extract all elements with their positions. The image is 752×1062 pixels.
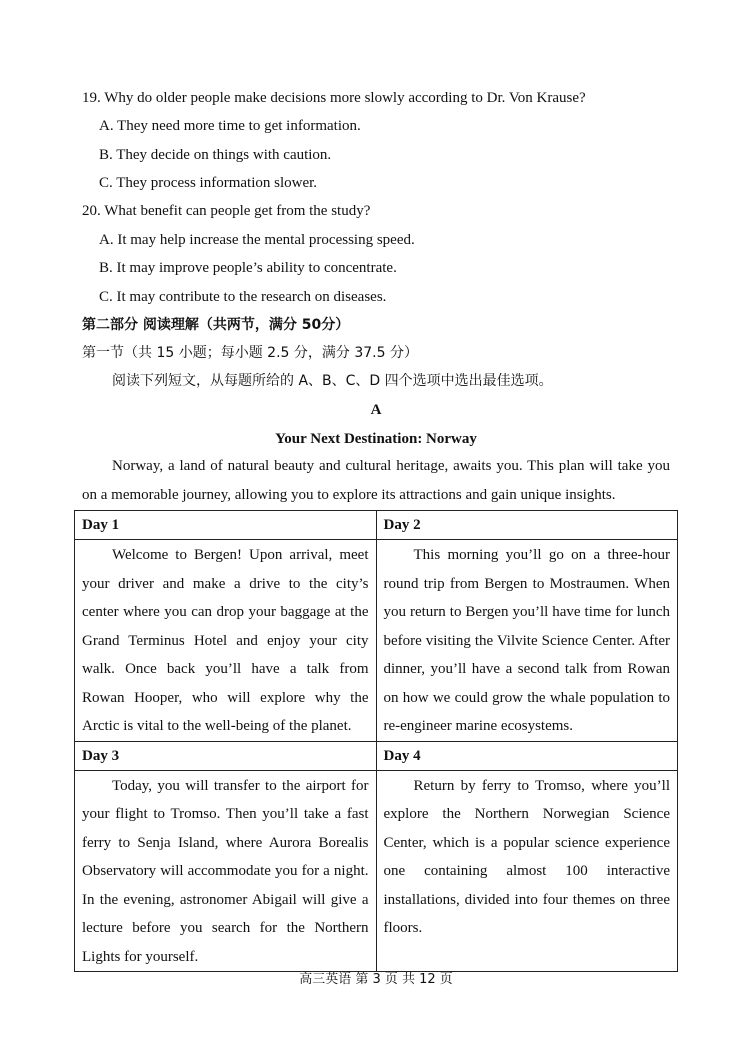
day-4-text: Return by ferry to Tromso, where you’ll explore the Northern Norwegian Science Center, which is a popular science experience one containing almost 100 interactive installations, divided into four themes on three floors. xyxy=(383,777,670,936)
passage-label: A xyxy=(370,402,382,418)
section-subsection: 第一节（共 15 小题；每小题 2.5 分，满分 37.5 分） xyxy=(82,345,418,361)
question-20-stem: 20. What benefit can people get from the study? xyxy=(82,203,371,219)
question-20-option-a: A. It may help increase the mental processing speed. xyxy=(99,232,415,248)
itinerary-table xyxy=(74,510,678,972)
question-19-option-c: C. They process information slower. xyxy=(99,175,318,191)
question-20-option-c: C. It may contribute to the research on diseases. xyxy=(99,289,387,305)
page-footer: 高三英语 第 3 页 共 12 页 xyxy=(299,972,453,987)
passage-intro: Norway, a land of natural beauty and cultural heritage, awaits you. This plan will take you on a memorable journey, allowing you to explore its attractions and gain unique insights. xyxy=(82,458,670,503)
passage-title: Your Next Destination: Norway xyxy=(275,431,477,447)
question-19-stem: 19. Why do older people make decisions more slowly according to Dr. Von Krause? xyxy=(82,90,586,106)
day-3-cell xyxy=(75,770,377,972)
section-part-title: 第二部分 阅读理解（共两节，满分 50分） xyxy=(82,317,350,333)
day-1-text: Welcome to Bergen! Upon arrival, meet your driver and make a drive to the city’s center where you can drop your baggage at the Grand Terminus Hotel and enjoy your city walk. Once back you’ll have a talk from Rowan Hooper, who will explore why the Arctic is vital to the well-being of the planet. xyxy=(82,547,369,734)
day-4-cell xyxy=(376,770,678,972)
table-row xyxy=(75,540,678,742)
question-19-option-a: A. They need more time to get information. xyxy=(99,118,361,134)
table-row xyxy=(75,511,678,540)
day-2-label: Day 2 xyxy=(376,511,678,540)
day-1-label: Day 1 xyxy=(75,511,377,540)
day-3-label: Day 3 xyxy=(75,741,377,770)
question-19-option-b: B. They decide on things with caution. xyxy=(99,147,332,163)
day-3-text: Today, you will transfer to the airport for your flight to Tromso. Then you’ll take a fast ferry to Senja Island, where Aurora Borealis Observatory will accommodate you for a night. In the evening, astronomer Abigail will give a lecture before you search for the Northern Lights for yourself. xyxy=(82,777,369,965)
day-1-cell xyxy=(75,540,377,742)
day-4-label: Day 4 xyxy=(376,741,678,770)
day-2-text: This morning you’ll go on a three-hour round trip from Bergen to Mostraumen. When you return to Bergen you’ll have time for lunch before visiting the Vilvite Science Center. After dinner, you’ll have a second talk from Rowan on how we could grow the whale population to re-engineer marine ecosystems. xyxy=(383,547,670,734)
day-2-cell xyxy=(376,540,678,742)
section-instruction: 阅读下列短文，从每题所给的 A、B、C、D 四个选项中选出最佳选项。 xyxy=(112,373,553,389)
question-20-option-b: B. It may improve people’s ability to concentrate. xyxy=(99,260,397,276)
table-row xyxy=(75,741,678,770)
table-row xyxy=(75,770,678,972)
